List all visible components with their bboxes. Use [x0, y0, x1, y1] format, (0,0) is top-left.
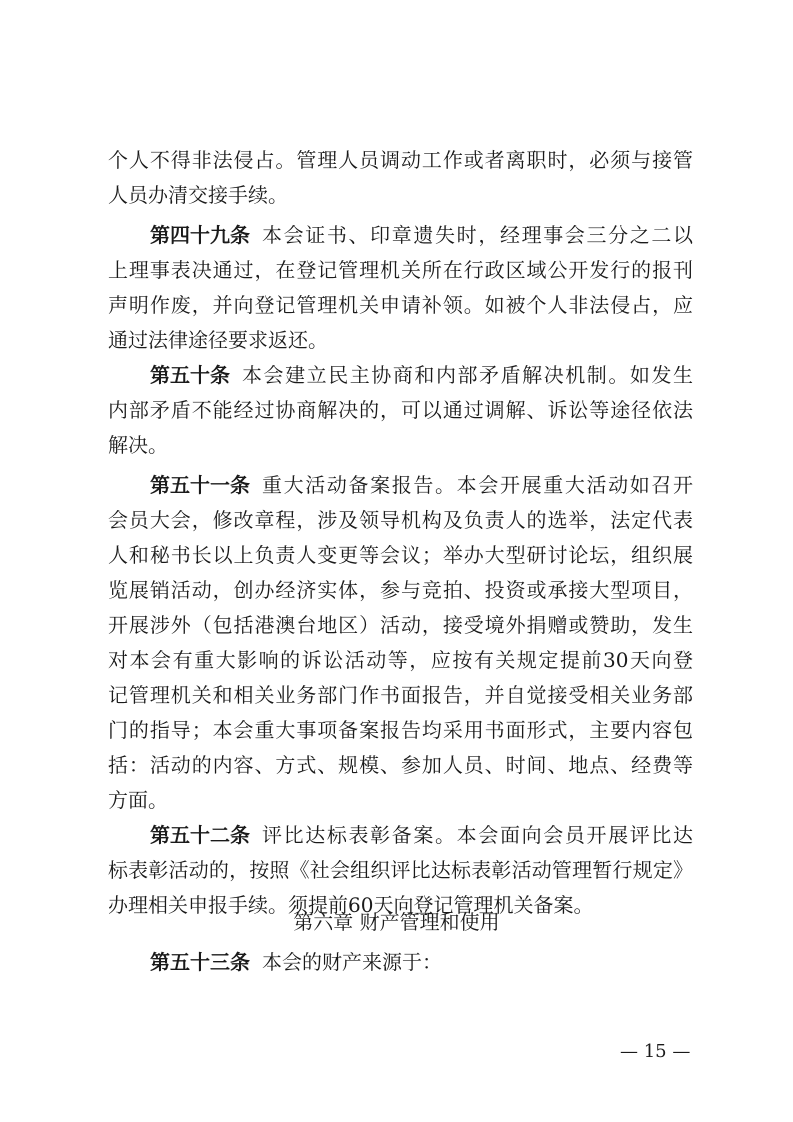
- line-text: 本会的财产来源于：: [262, 950, 442, 974]
- line-text: 评比达标表彰备案。本会面向会员开展评比达: [262, 823, 693, 847]
- line-text: 标表彰活动的，按照《社会组织评比达标表彰活动管理暂行规定》: [108, 858, 693, 882]
- line-text: 上理事表决通过，在登记管理机关所在行政区域公开发行的报刊: [108, 258, 693, 282]
- line-text: 内部矛盾不能经过协商解决的，可以通过调解、诉讼等途径依法: [108, 398, 693, 422]
- text-line: [150, 358, 693, 393]
- text-line: [150, 945, 693, 980]
- line-text: 办理相关申报手续。须提前60天向登记管理机关备案。: [108, 893, 594, 917]
- text-line: [150, 818, 693, 853]
- line-text: 门的指导；本会重大事项备案报告均采用书面形式，主要内容包: [108, 718, 693, 742]
- line-text: 个人不得非法侵占。管理人员调动工作或者离职时，必须与接管: [108, 148, 693, 172]
- text-line: [108, 143, 693, 178]
- text-line: [108, 178, 693, 213]
- line-text: 本会证书、印章遗失时，经理事会三分之二以: [262, 223, 693, 247]
- text-line: [150, 468, 693, 503]
- text-line: [108, 393, 693, 428]
- line-text: 本会建立民主协商和内部矛盾解决机制。如发生: [242, 363, 693, 387]
- line-text: 开展涉外（包括港澳台地区）活动，接受境外捐赠或赞助，发生: [108, 613, 693, 637]
- line-text: 括：活动的内容、方式、规模、参加人员、时间、地点、经费等: [108, 753, 693, 777]
- article-heading: 第四十九条: [150, 223, 250, 247]
- text-line: [108, 503, 693, 538]
- line-text: 览展销活动，创办经济实体，参与竞拍、投资或承接大型项目，: [108, 578, 693, 602]
- line-text: 对本会有重大影响的诉讼活动等，应按有关规定提前30天向登: [108, 648, 693, 672]
- line-text: 通过法律途径要求返还。: [108, 328, 328, 352]
- text-line: [108, 643, 693, 678]
- article-heading: 第五十条: [150, 363, 230, 387]
- article-heading: 第五十三条: [150, 950, 250, 974]
- text-line: [108, 608, 693, 643]
- text-line: [108, 748, 693, 783]
- line-text: 重大活动备案报告。本会开展重大活动如召开: [262, 473, 693, 497]
- text-line: [108, 253, 693, 288]
- line-text: 人员办清交接手续。: [108, 183, 288, 207]
- chapter-title: 第六章 财产管理和使用: [293, 910, 500, 934]
- line-text: 记管理机关和相关业务部门作书面报告，并自觉接受相关业务部: [108, 683, 693, 707]
- line-text: 会员大会，修改章程，涉及领导机构及负责人的选举，法定代表: [108, 508, 693, 532]
- text-line: [108, 538, 693, 573]
- line-text: 人和秘书长以上负责人变更等会议；举办大型研讨论坛，组织展: [108, 543, 693, 567]
- text-line: [150, 218, 693, 253]
- line-text: 方面。: [108, 788, 168, 812]
- text-line: [108, 573, 693, 608]
- article-heading: 第五十二条: [150, 823, 250, 847]
- text-line: [108, 288, 693, 323]
- text-line: [108, 678, 693, 713]
- article-heading: 第五十一条: [150, 473, 250, 497]
- text-line: [108, 853, 693, 888]
- line-text: 解决。: [108, 433, 168, 457]
- text-line: [108, 323, 693, 358]
- text-line: [108, 783, 693, 818]
- text-line: [108, 428, 693, 463]
- page-number: — 15 —: [620, 1041, 691, 1062]
- line-text: 声明作废，并向登记管理机关申请补领。如被个人非法侵占，应: [108, 293, 693, 317]
- text-line: [108, 713, 693, 748]
